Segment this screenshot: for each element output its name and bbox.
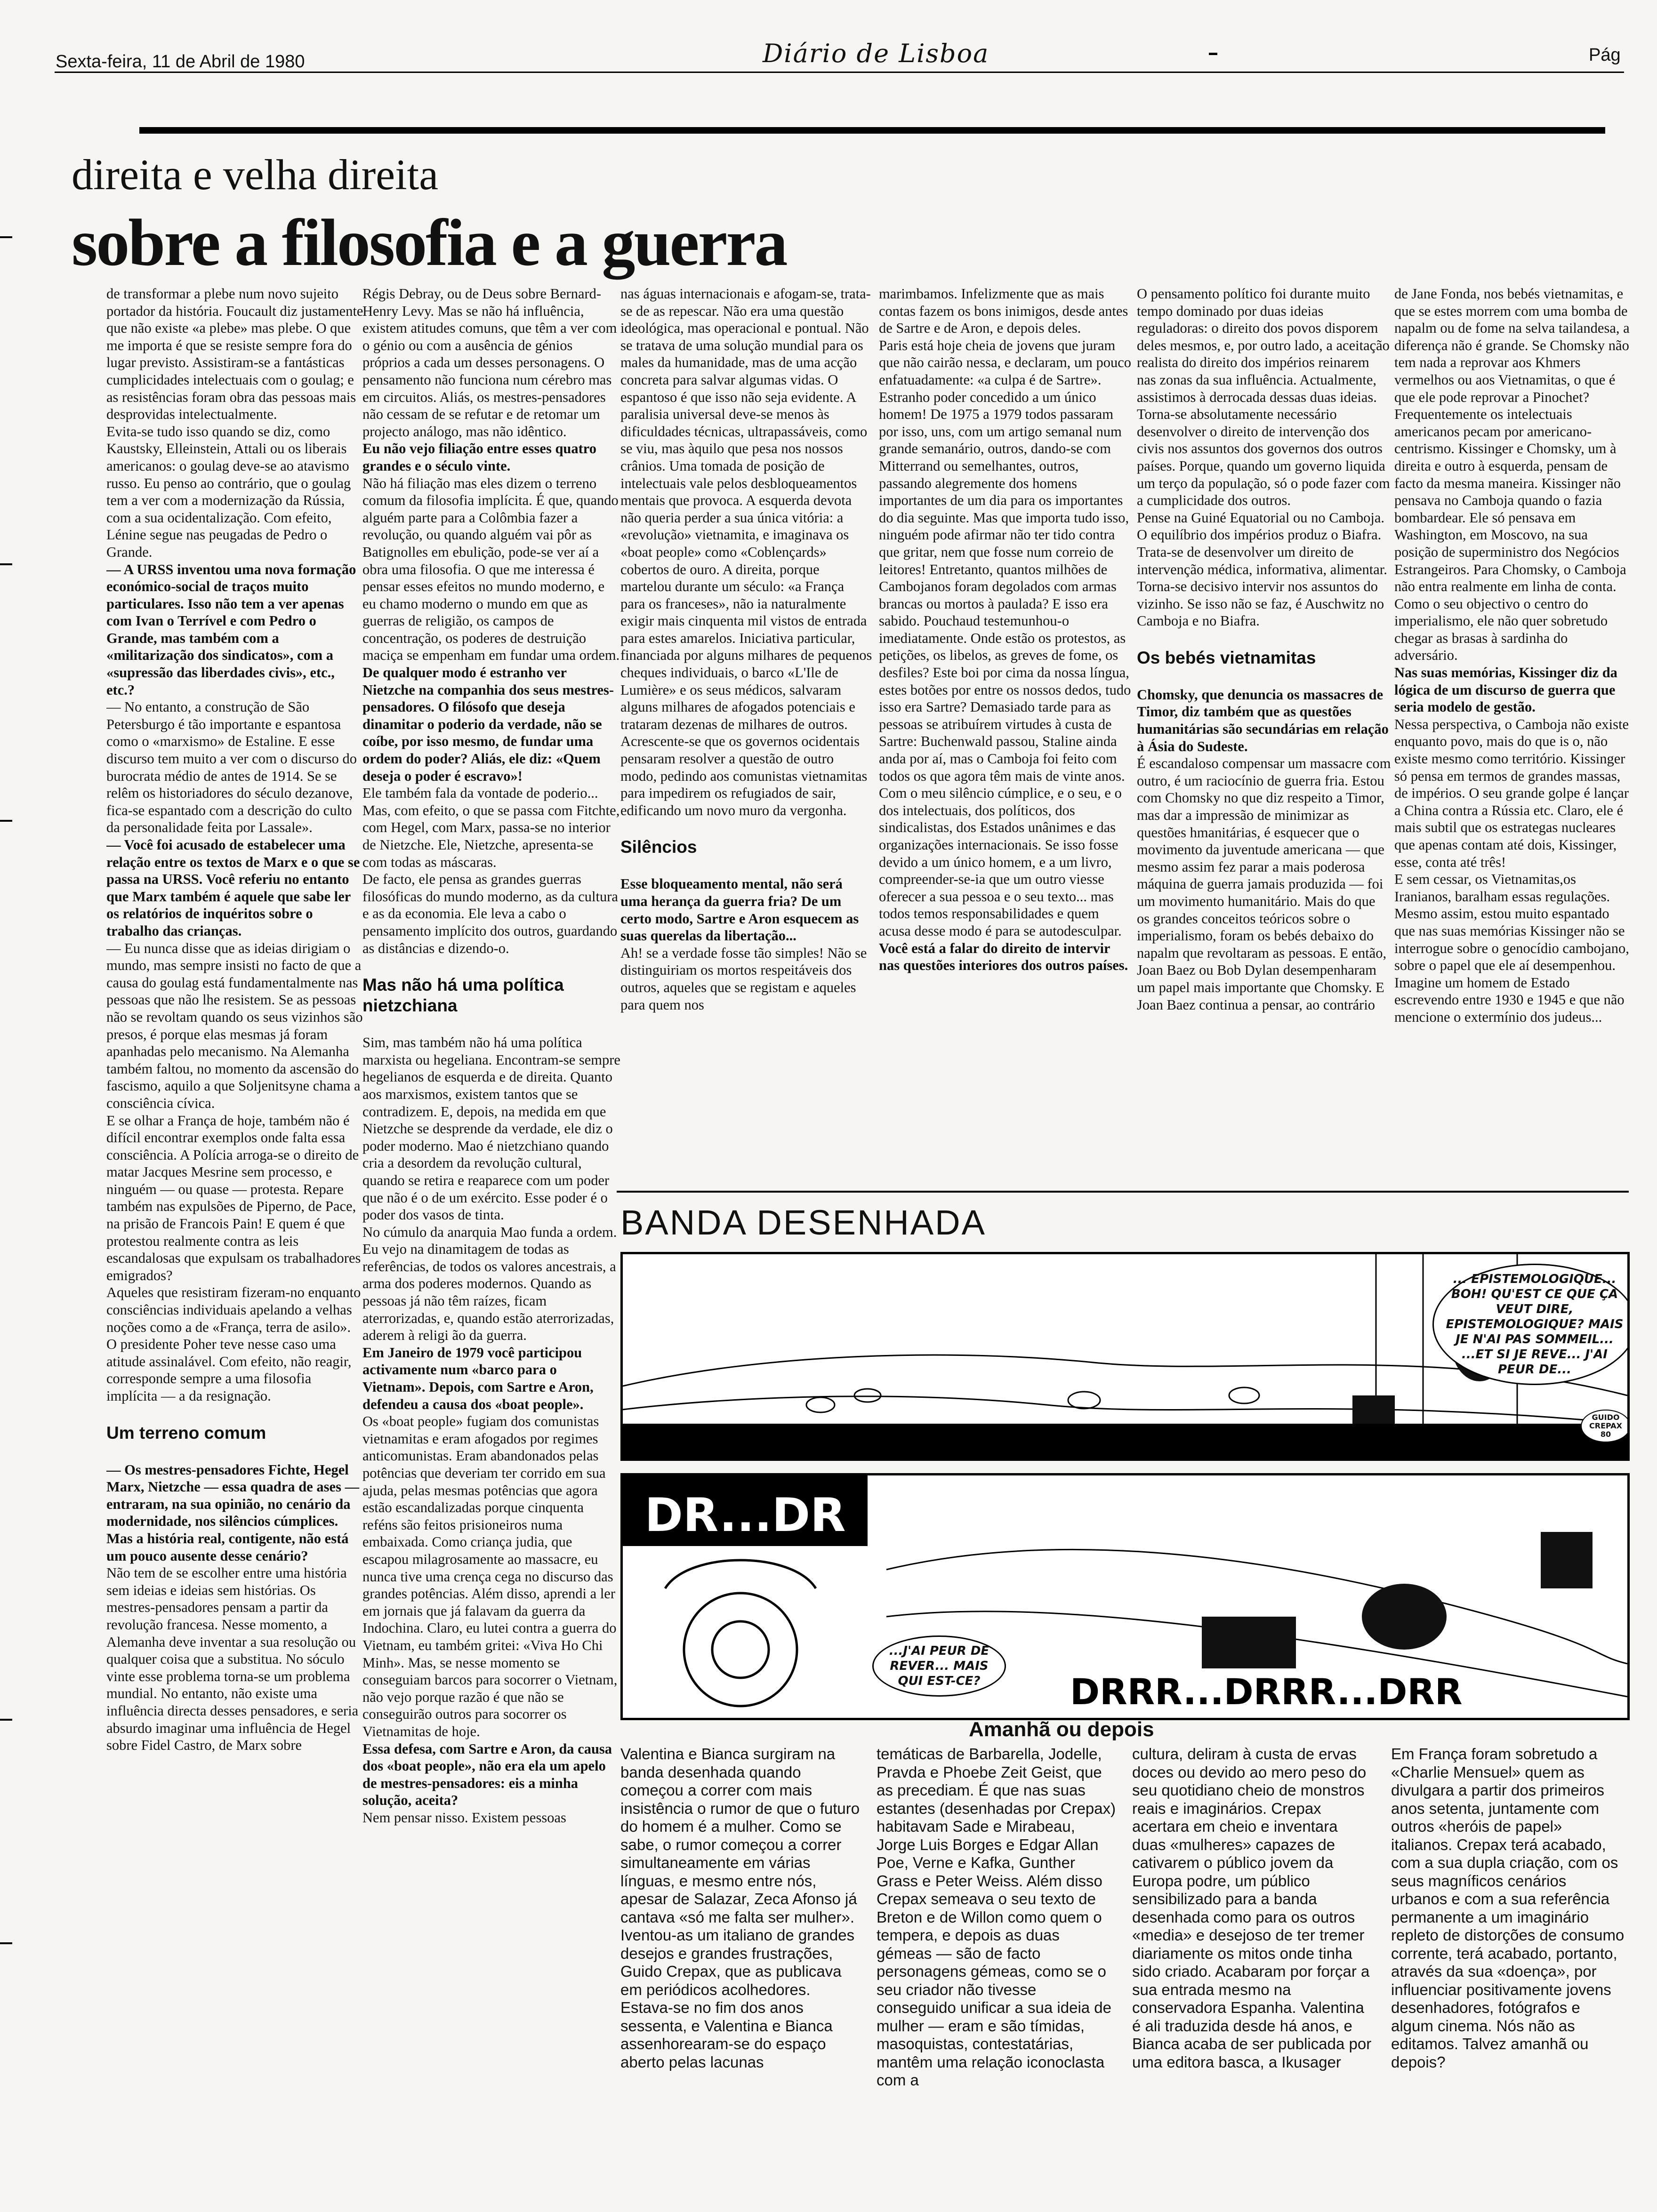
- paragraph: Nessa perspectiva, o Camboja não existe enquanto povo, mais do que is o, não existe mesmo como território. Kissinger só pensa em termos de grandes massas, de impérios. O seu grande golpe é lançar a China contra a Rússia etc. Claro, ele é mais subtil que os estrategas nucleares que apenas contam até dois, Kissinger, esse, conta até três!: [1394, 716, 1629, 870]
- comic-text-column-2: temáticas de Barbarella, Jodelle, Pravda e Phoebe Zeit Geist, que as precediam. É que nas suas estantes (desenhadas por Crepax) habitavam Sade e Mirabeau, Jorge Luis Borges e Edgar Allan Poe, Verne e Kafka, Gunther Grass e Peter Weiss. Além disso Crepax semeava o seu texto de Breton e de Willon como quem o tempera, e depois as duas gémeas — são de facto personagens gémeas, como se o seu criador não tivesse conseguido unificar a sua ideia de mulher — eram e são tímidas, masoquistas, contestatárias, mantêm uma relação iconoclasta com a: [877, 1745, 1116, 2089]
- article-column-6: [1394, 285, 1630, 1170]
- paragraph: Ah! se a verdade fosse tão simples! Não se distinguiriam os mortos respeitáveis dos outros, aqueles que se registam e aqueles para quem nos: [620, 945, 867, 1013]
- paragraph: Ele também fala da vontade de poderio... Mas, com efeito, o que se passa com Fitchte, com Hegel, com Marx, passa-se no interior de Nietzche. Ele, Nietzche, apresenta-se com todas as máscaras.: [362, 785, 620, 870]
- page-label: Pág: [1589, 45, 1621, 65]
- article-column-1: [106, 285, 364, 2168]
- header-rule: [55, 72, 1624, 73]
- comic-rule: [617, 1191, 1629, 1193]
- comic-panel-2: [620, 1473, 1630, 1720]
- interview-question: — A URSS inventou uma nova formação económico-social de traços muito particulares. Isso não tem a ver apenas com Ivan o Terrível e com Pedro o Grande, mas também com a «militarização dos sindicatos», com a «supressão das liberdades civis», etc., etc.?: [106, 561, 356, 698]
- paragraph: Sim, mas também não há uma política marxista ou hegeliana. Encontram-se sempre hegelianos de esquerda e de direita. Quanto aos marxismos, existem tantos que se contradizem. E, depois, na medida em que Nietzche se desprende da verdade, ele diz o poder moderno. Mao é nietzchiano quando cria a desordem da revolução cultural, quando se retira e reaparece com um poder que não é o de um exército. Esse poder é o poder dos vasos de tinta.: [362, 1034, 620, 1223]
- interview-question: Em Janeiro de 1979 você participou activamente num «barco para o Vietnam». Depois, com Sartre e Aron, defendeu a causa dos «boat people».: [362, 1344, 594, 1412]
- interview-question: Esse bloqueamento mental, não será uma herança da guerra fria? De um certo modo, Sartre e Aron esquecem as suas querelas da libertação...: [620, 876, 859, 944]
- paragraph: Régis Debray, ou de Deus sobre Bernard-Henry Levy. Mas se não há influência, existem atitudes comuns, que têm a ver com o génio ou com a ausência de génios próprios a cada um desses personagens. O pensamento não funciona num cérebro mas em circuitos. Aliás, os mestres-pensadores não cessam de se refutar e de retomar um projecto análogo, mas não idêntico.: [362, 286, 617, 440]
- interview-question: Essa defesa, com Sartre e Aron, da causa dos «boat people», não era ela um apelo de mestres-pensadores: eis a minha solução, aceita?: [362, 1740, 612, 1809]
- margin-mark: [0, 1719, 12, 1721]
- article-column-5: [1137, 285, 1391, 1170]
- comic-section-title: BANDA DESENHADA: [620, 1203, 986, 1242]
- paragraph: E sem cessar, os Vietnamitas,os Iranianos, baralham essas regulações. Mesmo assim, estou muito espantado que nas suas memórias Kissinger não se interrogue sobre o genocídio cambojano, sobre o papel que ele aí desempenhou. Imagine um homem de Estado escrevendo entre 1930 e 1945 e que não mencione o extermínio dos judeus...: [1394, 871, 1629, 1025]
- paragraph: nas águas internacionais e afogam-se, trata-se de as repescar. Não era uma questão ideológica, mas operacional e pontual. Não se tratava de uma solução mundial para os males da humanidade, mas de uma acção concreta para salvar algumas vidas. O espantoso é que isso não seja evidente. A paralisia universal deve-se menos às dificuldades técnicas, ultrapassáveis, como se viu, mas àquilo que pesa nos nossos crânios. Uma tomada de posição de intelectuais vale pelos desbloqueamentos mentais que provoca. A esquerda devota não queria perder a sua única vitória: a «revolução» vietnamita, e imaginava os «boat people» como «Coblençards» cobertos de ouro. A direita, porque martelou durante um século: «a França para os franceses», não ia naturalmente exigir mais cinquenta mil vistos de entrada para estes amarelos. Iniciativa particular, financiada por alguns milhares de pequenos cheques individuais, o barco «L'Ile de Lumière» e os seus médicos, salvaram alguns milhares de afogados potenciais e trataram dezenas de milhares de outros. Acrescente-se que os governos ocidentais pensaram resolver a questão de outro modo, pedindo aos comunistas vietnamitas para impedirem os refugiados de sair, edificando um novo muro da vergonha.: [620, 286, 872, 818]
- comic-text-column-4: Em França foram sobretudo a «Charlie Mensuel» quem as divulgara a partir dos primeiros anos setenta, juntamente com outros «heróis de papel» italianos. Crepax terá acabado, com a sua dupla criação, com os seus magníficos cenários urbanos e com a sua referência permanente a um imaginário repleto de distorções de consumo corrente, terá acabado, portanto, através da sua «doença», por influenciar positivamente jovens desenhadores, fotógrafos e algum cinema. Nós não as editamos. Talvez amanhã ou depois?: [1391, 1745, 1625, 2071]
- paragraph: — No entanto, a construção de São Petersburgo é tão importante e espantosa como o «marxismo» de Estaline. E esse discurso tem muito a ver com o discurso do burocrata médio de antes de 1914. Se se relêm os historiadores do século dezanove, fica-se espantado com a descrição do culto da personalidade feita por Lassale».: [106, 699, 357, 836]
- section-subheading: Mas não há uma política nietzchiana: [362, 975, 564, 1016]
- comic-sfx-2: DRRR...DRRR...DRR: [1070, 1671, 1463, 1713]
- comic-text-column-1: Valentina e Bianca surgiram na banda desenhada quando começou a correr com mais insistência o rumor de que o futuro do homem é a mulher. Como se sabe, o rumor começou a correr simultaneamente em várias línguas, e mesmo entre nós, apesar de Salazar, Zeca Afonso já cantava «só me falta ser mulher». Iventou-as um italiano de grandes desejos e grandes frustrações, Guido Crepax, que as publicava em periódicos acolhedores. Estava-se no fim dos anos sessenta, e Valentina e Bianca assenhorearam-se do espaço aberto pelas lacunas: [620, 1745, 860, 2071]
- comic-sfx-1: DR...DR: [644, 1489, 846, 1542]
- paragraph: Evita-se tudo isso quando se diz, como Kaustsky, Elleinstein, Attali ou os liberais americanos: o goulag deve-se ao atavismo russo. Eu penso ao contrário, que o goulag tem a ver com a modernização da Rússia, com a sua ocidentalização. Com efeito, Lénine segue nas peugadas de Pedro o Grande.: [106, 423, 351, 560]
- article-column-2: [362, 285, 620, 2187]
- article-headline: sobre a filosofia e a guerra: [72, 205, 787, 280]
- interview-question: De qualquer modo é estranho ver Nietzche na companhia dos seus mestres-pensadores. O filósofo que deseja dinamitar o poderio da verdade, não se coíbe, por isso mesmo, de fundar uma ordem do poder? Aliás, ele diz: «Quem deseja o poder é escravo»!: [362, 665, 614, 784]
- section-subheading: Silêncios: [620, 837, 697, 857]
- paragraph: Pense na Guiné Equatorial ou no Camboja. O equilíbrio dos impérios produz o Biafra. Trata-se de desenvolver um direito de intervenção médica, informativa, alimentar. Torna-se decisivo intervir nos assuntos do vizinho. Se isso não se faz, é Auschwitz no Camboja e no Biafra.: [1137, 509, 1387, 629]
- article-column-3: [620, 285, 872, 1170]
- paragraph: O pensamento político foi durante muito tempo dominado por duas ideias reguladoras: o direito dos povos disporem deles mesmos, e, por outro lado, a aceitação realista do direito dos impérios reinarem nas zonas da sua influência. Actualmente, assistimos à derrocada dessas duas ideias. Torna-se absolutamente necessário desenvolver o direito de intervenção dos civis nos assuntos dos governos dos outros países. Porque, quando um governo liquida um terço da população, só o pode fazer com a cumplicidade dos outros.: [1137, 286, 1390, 509]
- paragraph: De facto, ele pensa as grandes guerras filosóficas do mundo moderno, as da cultura e as da economia. Ele leva a cabo o pensamento implícito dos outros, guardando as distâncias e dizendo-o.: [362, 871, 618, 956]
- paragraph: No cúmulo da anarquia Mao funda a ordem. Eu vejo na dinamitagem de todas as referências, de todos os valores ancestrais, a arma dos poderes modernos. Quando as pessoas já não têm raízes, ficam aterrorizadas, e, quando estão aterrorizadas, aderem à religi ão da guerra.: [362, 1224, 617, 1344]
- interview-question: Eu não vejo filiação entre esses quatro grandes e o século vinte.: [362, 441, 597, 474]
- comic-caption: Amanhã ou depois: [969, 1718, 1154, 1741]
- interview-question: Nas suas memórias, Kissinger diz da lógica de um discurso de guerra que seria modelo de gestão.: [1394, 665, 1617, 715]
- paragraph: Os «boat people» fugiam dos comunistas vietnamitas e eram afogados por regimes anticomunistas. Eram abandonados pelas potências que deveriam ter corrido em sua ajuda, pelas mesmas potências que agora estão escandalizadas porque cinquenta reféns são feitos prisioneiros numa embaixada. Como criança judia, que escapou milagrosamente ao massacre, eu nunca tive uma crença cega no discurso das grandes potências. Além disso, aprendi a ler em jornais que já falavam da guerra da Indochina. Claro, eu lutei contra a guerra do Vietnam, eu também gritei: «Viva Ho Chi Minh». Mas, se nesse momento se conseguiam barcos para socorrer o Vietnam, não vejo porque razão é que não se conseguirão outros para socorrer os Vietnamitas de hoje.: [362, 1413, 618, 1739]
- interview-question: Você está a falar do direito de intervir nas questões interiores dos outros países.: [879, 940, 1128, 974]
- paragraph: Aqueles que resistiram fizeram-no enquanto consciências individuais apelando a velhas noções como a de «França, terra de asilo». O presidente Poher teve nesse caso uma atitude assinalável. Com efeito, não reagir, corresponde sempre a uma filosofia implícita — a da resignação.: [106, 1284, 361, 1404]
- comic-bubble-1: ... EPISTEMOLOGIQUE... BOH! QU'EST CE QUE ÇA VEUT DIRE, EPISTEMOLOGIQUE? MAIS JE N'AI PAS SOMMEIL... ...ET SI JE REVE... J'AI PEUR DE...: [1432, 1264, 1630, 1385]
- header-dash: [1209, 53, 1217, 55]
- comic-bubble-2: ...J'AI PEUR DE REVER... MAIS QUI EST-CE?: [872, 1635, 1006, 1697]
- margin-mark: [0, 563, 12, 565]
- paragraph: Frequentemente os intelectuais americanos pecam por americano-centrismo. Kissinger e Chomsky, um à direita e outro à esquerda, pensam de facto da mesma maneira. Kissinger não pensava no Camboja quando o fazia bombardear. Ele só pensava em Washington, em Moscovo, na sua posição de superministro dos Negócios Estrangeiros. Para Chomsky, o Camboja não entra realmente em linha de conta. Como o seu objectivo o centro do imperialismo, ele não quer sobretudo chegar as brasas à sardinha do adversário.: [1394, 406, 1626, 664]
- paragraph: Estranho poder concedido a um único homem! De 1975 a 1979 todos passaram por isso, uns, com um artigo semanal num grande semanário, outros, dando-se com Mitterrand ou semelhantes, outros, passando alegremente dos homens importantes de um dia para os importantes do dia seguinte. Mas que importa tudo isso, ninguém pode afirmar não ter tido contra que gritar, nem que fosse num correio de leitores! Entretanto, quantos milhões de Cambojanos foram degolados com armas brancas ou mortos à paulada? E isso era sabido. Pouchaud testemunhou-o imediatamente. Onde estão os protestos, as petições, os libelos, as greves de fome, os desfiles? Este boi por cima da nossa língua, estes botões por entre os nossos dedos, tudo isso era Sartre? Demasiado tarde para as pessoas se atribuírem virtudes à custa de Sartre: Buchenwald passou, Staline ainda anda por aí, mas o Camboja foi feito com todos os que agora têm mais de vinte anos. Com o meu silêncio cúmplice, e o seu, e o dos intelectuais, dos políticos, dos sindicalistas, dos Estados unânimes e das organizações internacionais. Se isso fosse devido a um único homem, e a um livro, compreender-se-ia que um outro viesse oferecer a sua pessoa e o seu texto... mas todos temos responsabilidades e quem acusa desse modo é para se autodesculpar.: [879, 389, 1131, 939]
- margin-mark: [0, 236, 12, 238]
- interview-question: — Os mestres-pensadores Fichte, Hegel Marx, Nietzche — essa quadra de ases — entraram, na sua opinião, no cenário da modernidade, nos silêncios cúmplices. Mas a história real, contigente, não está um pouco ausente desse cenário?: [106, 1461, 360, 1564]
- paragraph: Paris está hoje cheia de jovens que juram que não cairão nessa, e declaram, um pouco enfatuadamente: «a culpa é de Sartre».: [879, 337, 1132, 388]
- masthead: Diário de Lisboa: [763, 39, 989, 68]
- comic-signature: GUIDO CREPAX 80: [1581, 1410, 1630, 1443]
- comic-text-column-3: cultura, deliram à custa de ervas doces ou devido ao mero peso do seu quotidiano cheio de monstros reais e imaginários. Crepax acertara em cheio e inventara duas «mulheres» capazes de cativarem o público jovem da Europa podre, um público sensibilizado para a banda desenhada como para os outros «media» e desejoso de ter tremer diariamente os mitos onde tinha sido criado. Acabaram por forçar a sua entrada mesmo na conservadora Espanha. Valentina é ali traduzida desde há anos, e Bianca acaba de ser publicada por uma editora basca, a Ikusager: [1132, 1745, 1372, 2071]
- paragraph: E se olhar a França de hoje, também não é difícil encontrar exemplos onde falta essa consciência. A Polícia arroga-se o direito de matar Jacques Mesrine sem processo, e ninguém — ou quase — protesta. Repare também nas expulsões de Piperno, de Pace, na prisão de Francois Pain! E quem é que protestou realmente contra as leis escandalosas que expulsam os trabalhadores emigrados?: [106, 1112, 361, 1283]
- paragraph: de transformar a plebe num novo sujeito portador da história. Foucault diz justamente que não existe «a plebe» mas plebe. O que me importa é que se resiste sempre fora do lugar previsto. Assistiram-se a fantásticas cumplicidades intelectuais com o goulag; e as resistências foram obra das pessoas mais desprovidas intelectualmente.: [106, 286, 363, 423]
- section-subheading: Um terreno comum: [106, 1423, 266, 1443]
- paragraph: Não há filiação mas eles dizem o terreno comum da filosofia implícita. É que, quando alguém parte para a Colômbia fazer a revolução, ou quando alguém vai pôr as Batignolles em ebulição, pode-se ver aí a obra uma filosofia. O que me interessa é pensar esses efeitos no mundo moderno, e eu chamo moderno o mundo em que as guerras de religião, os campos de concentração, os poderes de destruição maciça se empenham em fundar uma ordem.: [362, 475, 620, 664]
- paragraph: marimbamos. Infelizmente que as mais contas fazem os bons inimigos, desde antes de Sartre e de Aron, e depois deles.: [879, 286, 1128, 337]
- paragraph: de Jane Fonda, nos bebés vietnamitas, e que se estes morrem com uma bomba de napalm ou de fome na selva tailandesa, a diferença não é grande. Se Chomsky não tem nada a reprovar aos Khmers vermelhos ou aos Vietnamitas, o que é que ele pode reprovar a Pinochet?: [1394, 286, 1630, 405]
- margin-mark: [0, 820, 12, 822]
- article-column-4: [879, 285, 1133, 1170]
- section-subheading: Os bebés vietnamitas: [1137, 648, 1316, 667]
- paragraph: Não tem de se escolher entre uma história sem ideias e ideias sem histórias. Os mestres-pensadores pensam a partir da revolução francesa. Nesse momento, a Alemanha deve inventar a sua resolução ou qualquer coisa que a substitua. No sóculo vinte esse problema torna-se um problema mundial. No entanto, não existe uma influência directa desses pensadores, e seria absurdo imaginar uma influência de Hegel sobre Fidel Castro, de Marx sobre: [106, 1565, 359, 1754]
- issue-date: Sexta-feira, 11 de Abril de 1980: [56, 52, 305, 72]
- paragraph: É escandaloso compensar um massacre com outro, é um raciocínio de guerra fria. Estou com Chomsky no que diz respeito a Timor, mas dar a impressão de minimizar as questões hmanitárias, é esquecer que o movimento da juventude americana — que mesmo assim fez parar a mais poderosa máquina de guerra jamais produzida — foi um movimento humanitário. Mais do que os grandes conceitos teóricos sobre o imperialismo, foram os bebés debaixo do napalm que revoltaram as pessoas. E então, Joan Baez ou Bob Dylan desempenharam um papel mais importante que Chomsky. E Joan Baez continua a pensar, ao contrário: [1137, 755, 1391, 1013]
- margin-mark: [0, 1942, 12, 1944]
- paragraph: Nem pensar nisso. Existem pessoas: [362, 1809, 566, 1826]
- interview-question: Chomsky, que denuncia os massacres de Timor, diz também que as questões humanitárias são secundárias em relação à Ásia do Sudeste.: [1137, 686, 1389, 754]
- interview-question: — Você foi acusado de estabelecer uma relação entre os textos de Marx e o que se passa na URSS. Você referiu no entanto que Marx também é aquele que sabe ler os relatórios de inquéritos sobre o trabalho das crianças.: [106, 837, 360, 939]
- comic-panel-1: [620, 1252, 1630, 1461]
- paragraph: — Eu nunca disse que as ideias dirigiam o mundo, mas sempre insisti no facto de que a causa do goulag está fundamentalmente nas pessoas que não lhe resistem. Se as pessoas não se revoltam quando os seus vizinhos são presos, é porque elas mesmas já foram apanhadas pelo mecanismo. Na Alemanha também faltou, no momento da ascensão do fascismo, aquilo a que Soljenitsyne chama a consciência cívica.: [106, 940, 363, 1111]
- article-kicker: direita e velha direita: [72, 151, 439, 199]
- top-rule: [139, 127, 1605, 134]
